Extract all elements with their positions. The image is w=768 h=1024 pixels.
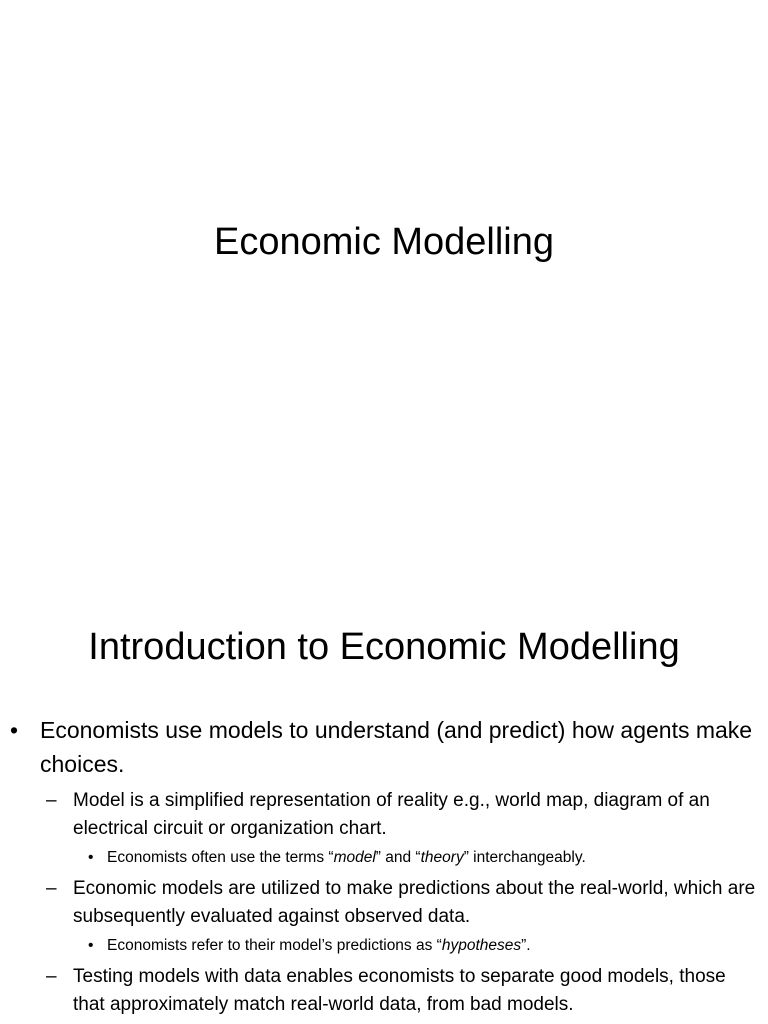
bullet-item-level2 xyxy=(10,963,758,1019)
bullet-icon: • xyxy=(10,717,19,743)
dash-icon: – xyxy=(46,966,57,987)
dash-icon: – xyxy=(46,878,57,899)
bullet-icon: • xyxy=(88,937,94,954)
dash-icon: – xyxy=(46,790,57,811)
text-segment: ” and “ xyxy=(375,849,421,866)
bullet-list xyxy=(10,713,758,1019)
bullet-item-level3 xyxy=(10,935,758,957)
text-segment: ” interchangeably. xyxy=(463,849,586,866)
content-slide xyxy=(0,576,768,1024)
bullet-text: Model is a simplified representation of reality e.g., world map, diagram of an electrical circuit or organization chart. xyxy=(73,790,710,839)
text-segment: ”. xyxy=(521,937,531,954)
bullet-text xyxy=(107,937,531,954)
slide-title: Economic Modelling xyxy=(213,221,555,263)
bullet-text: Testing models with data enables economists to separate good models, those that approximately match real-world data, from bad models. xyxy=(73,966,726,1015)
text-segment: Economists refer to their model’s predictions as “ xyxy=(107,937,442,954)
bullet-text: Economists use models to understand (and predict) how agents make choices. xyxy=(40,717,753,777)
emphasis-term: hypotheses xyxy=(441,937,522,954)
bullet-text xyxy=(107,849,586,866)
slide-heading: Introduction to Economic Modelling xyxy=(88,626,680,668)
emphasis-term: model xyxy=(333,849,376,866)
bullet-item-level2 xyxy=(10,787,758,843)
bullet-text: Economic models are utilized to make predictions about the real-world, which are subsequently evaluated against observed data. xyxy=(73,878,756,927)
bullet-item-level2 xyxy=(10,875,758,931)
bullet-item-level1 xyxy=(10,713,758,781)
text-segment: Economists often use the terms “ xyxy=(107,849,334,866)
bullet-icon: • xyxy=(88,849,94,866)
bullet-item-level3 xyxy=(10,847,758,869)
emphasis-term: theory xyxy=(420,849,464,866)
